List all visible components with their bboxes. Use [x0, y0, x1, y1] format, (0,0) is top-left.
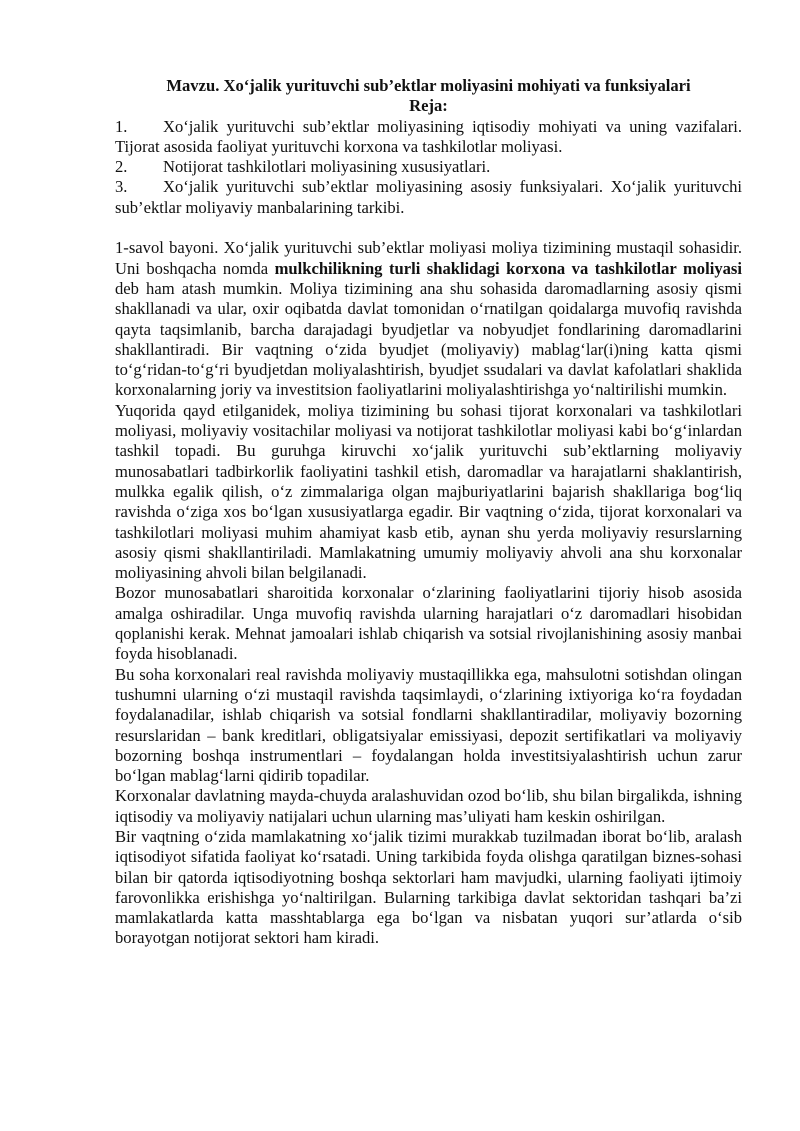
- paragraph-text: deb ham atash mumkin. Moliya tizimining ana shu sohasida daromadlarning asosiy qismi shakllanadi va ular, oxir oqibatda davlat tomonidan o‘rnatilgan qoidalarga muvofiq ravishda qayta taqsimlanib, barcha darajadagi byudjetlar va nobyudjet fondlarining daromadlarini shakllantiradi. Bir vaqtning o‘zida byudjet (moliyaviy) mablag‘lar(i)ning katta qismi to‘g‘ridan-to‘g‘ri byudjetdan moliyalashtirish, byudjet ssudalari va davlat kafolatlari shaklida korxonalarning joriy va investitsion faoliyatlarini moliyalashtirishga yo‘naltirilishi mumkin.: [115, 278, 742, 400]
- plan-item-number: 1.: [115, 116, 128, 136]
- plan-heading: Reja:: [409, 96, 448, 116]
- document-page: [115, 76, 742, 949]
- paragraph-6: Bir vaqtning o‘zida mamlakatning xo‘jalik tizimi murakkab tuzilmadan iborat bo‘lib, aralash iqtisodiyot sifatida faoliyat ko‘rsatadi. Uning tarkibida foyda olishga qaratilgan biznes-sohasi bilan bir qatorda iqtisodiyotning boshqa sektorlari ham mavjudki, ularning faoliyati ijtimoiy farovonlikka erishishga yo‘naltirilgan. Bularning tarkibiga davlat sektoridan tashqari ba’zi mamlakatlarda katta masshtablarga ega bo‘lgan va nisbatan yuqori sur’atlarda o‘sib borayotgan notijorat sektori ham kiradi.: [115, 826, 742, 948]
- plan-item-text: Notijorat tashkilotlari moliyasining xususiyatlari.: [163, 157, 491, 177]
- paragraph-5: Korxonalar davlatning mayda-chuyda aralashuvidan ozod bo‘lib, shu bilan birgalikda, ishning iqtisodiy va moliyaviy natijalari uchun ularning mas’uliyati ham keskin oshirilgan.: [115, 786, 742, 826]
- plan-item-number: 2.: [115, 157, 128, 177]
- paragraph-1: [115, 238, 742, 400]
- blank-line: [115, 218, 742, 238]
- plan-item-3: [115, 177, 742, 218]
- document-title: Mavzu. Xo‘jalik yurituvchi sub’ektlar moliyasini mohiyati va funksiyalari: [166, 76, 691, 95]
- paragraph-2: Yuqorida qayd etilganidek, moliya tizimining bu sohasi tijorat korxonalari va tashkilotlari moliyasi, moliyaviy vositachilar moliyasi va notijorat tashkilotlar moliyasi kabi bo‘g‘inlardan tashkil topadi. Bu guruhga kiruvchi xo‘jalik yurituvchi sub’ektlarning moliyaviy munosabatlari tadbirkorlik faoliyatini tashkil etish, daromadlar va harajatlarni shaklantirish, mulkka egalik qilish, o‘z zimmalariga olgan majburiyatlarini bajarish shakllariga bog‘liq ravishda o‘ziga xos bo‘lgan xususiyatlarga egadir. Bir vaqtning o‘zida, tijorat korxonalari va tashkilotlari moliyasi muhim ahamiyat kasb etib, aynan shu yerda moliyaviy resurslarning asosiy qismi shakllantiriladi. Mamlakatning umumiy moliyaviy ahvoli ana shu korxonalar moliyasining ahvoli bilan belgilanadi.: [115, 400, 742, 583]
- paragraph-4: Bu soha korxonalari real ravishda moliyaviy mustaqillikka ega, mahsulotni sotishdan olingan tushumni ularning o‘zi mustaqil ravishda taqsimlaydi, o‘zlarining ixtiyoriga ko‘ra foydadan foydalanadilar, ishlab chiqarish va sotsial fondlarni shakllantiradilar, moliyaviy bozorning resurslaridan – bank kreditlari, obligatsiyalar emissiyasi, depozit sertifikatlari va moliyaviy bozorning boshqa instrumentlari – foydalangan holda investitsiyalashtirish uchun zarur bo‘lgan mablag‘larni qidirib topadilar.: [115, 664, 742, 786]
- plan-item-2: [115, 157, 742, 177]
- bold-term: mulkchilikning turli shaklidagi korxona va tashkilotlar moliyasi: [274, 258, 742, 278]
- plan-item-1: [115, 117, 742, 158]
- paragraph-3: Bozor munosabatlari sharoitida korxonalar o‘zlarining faoliyatlarini tijoriy hisob asosida amalga oshiradilar. Unga muvofiq ravishda ularning harajatlari o‘z daromadlari hisobidan qoplanishi kerak. Mehnat jamoalari ishlab chiqarish va sotsial rivojlanishining asosiy manbai foyda hisoblanadi.: [115, 583, 742, 664]
- plan-item-number: 3.: [115, 177, 128, 197]
- plan-item-text: Xo‘jalik yurituvchi sub’ektlar moliyasining iqtisodiy mohiyati va uning vazifalari. Tijorat asosida faoliyat yurituvchi korxona va tashkilotlar moliyasi.: [115, 116, 742, 156]
- paragraph-text: 1-savol bayoni. Xo‘jalik yurituvchi sub’ektlar moliyasi moliya tizimining mustaqil sohasidir. Uni boshqacha nomda: [115, 238, 742, 278]
- plan-item-text: Xo‘jalik yurituvchi sub’ektlar moliyasining asosiy funksiyalari. Xo‘jalik yurituvchi sub’ektlar moliyaviy manbalarining tarkibi.: [115, 177, 742, 217]
